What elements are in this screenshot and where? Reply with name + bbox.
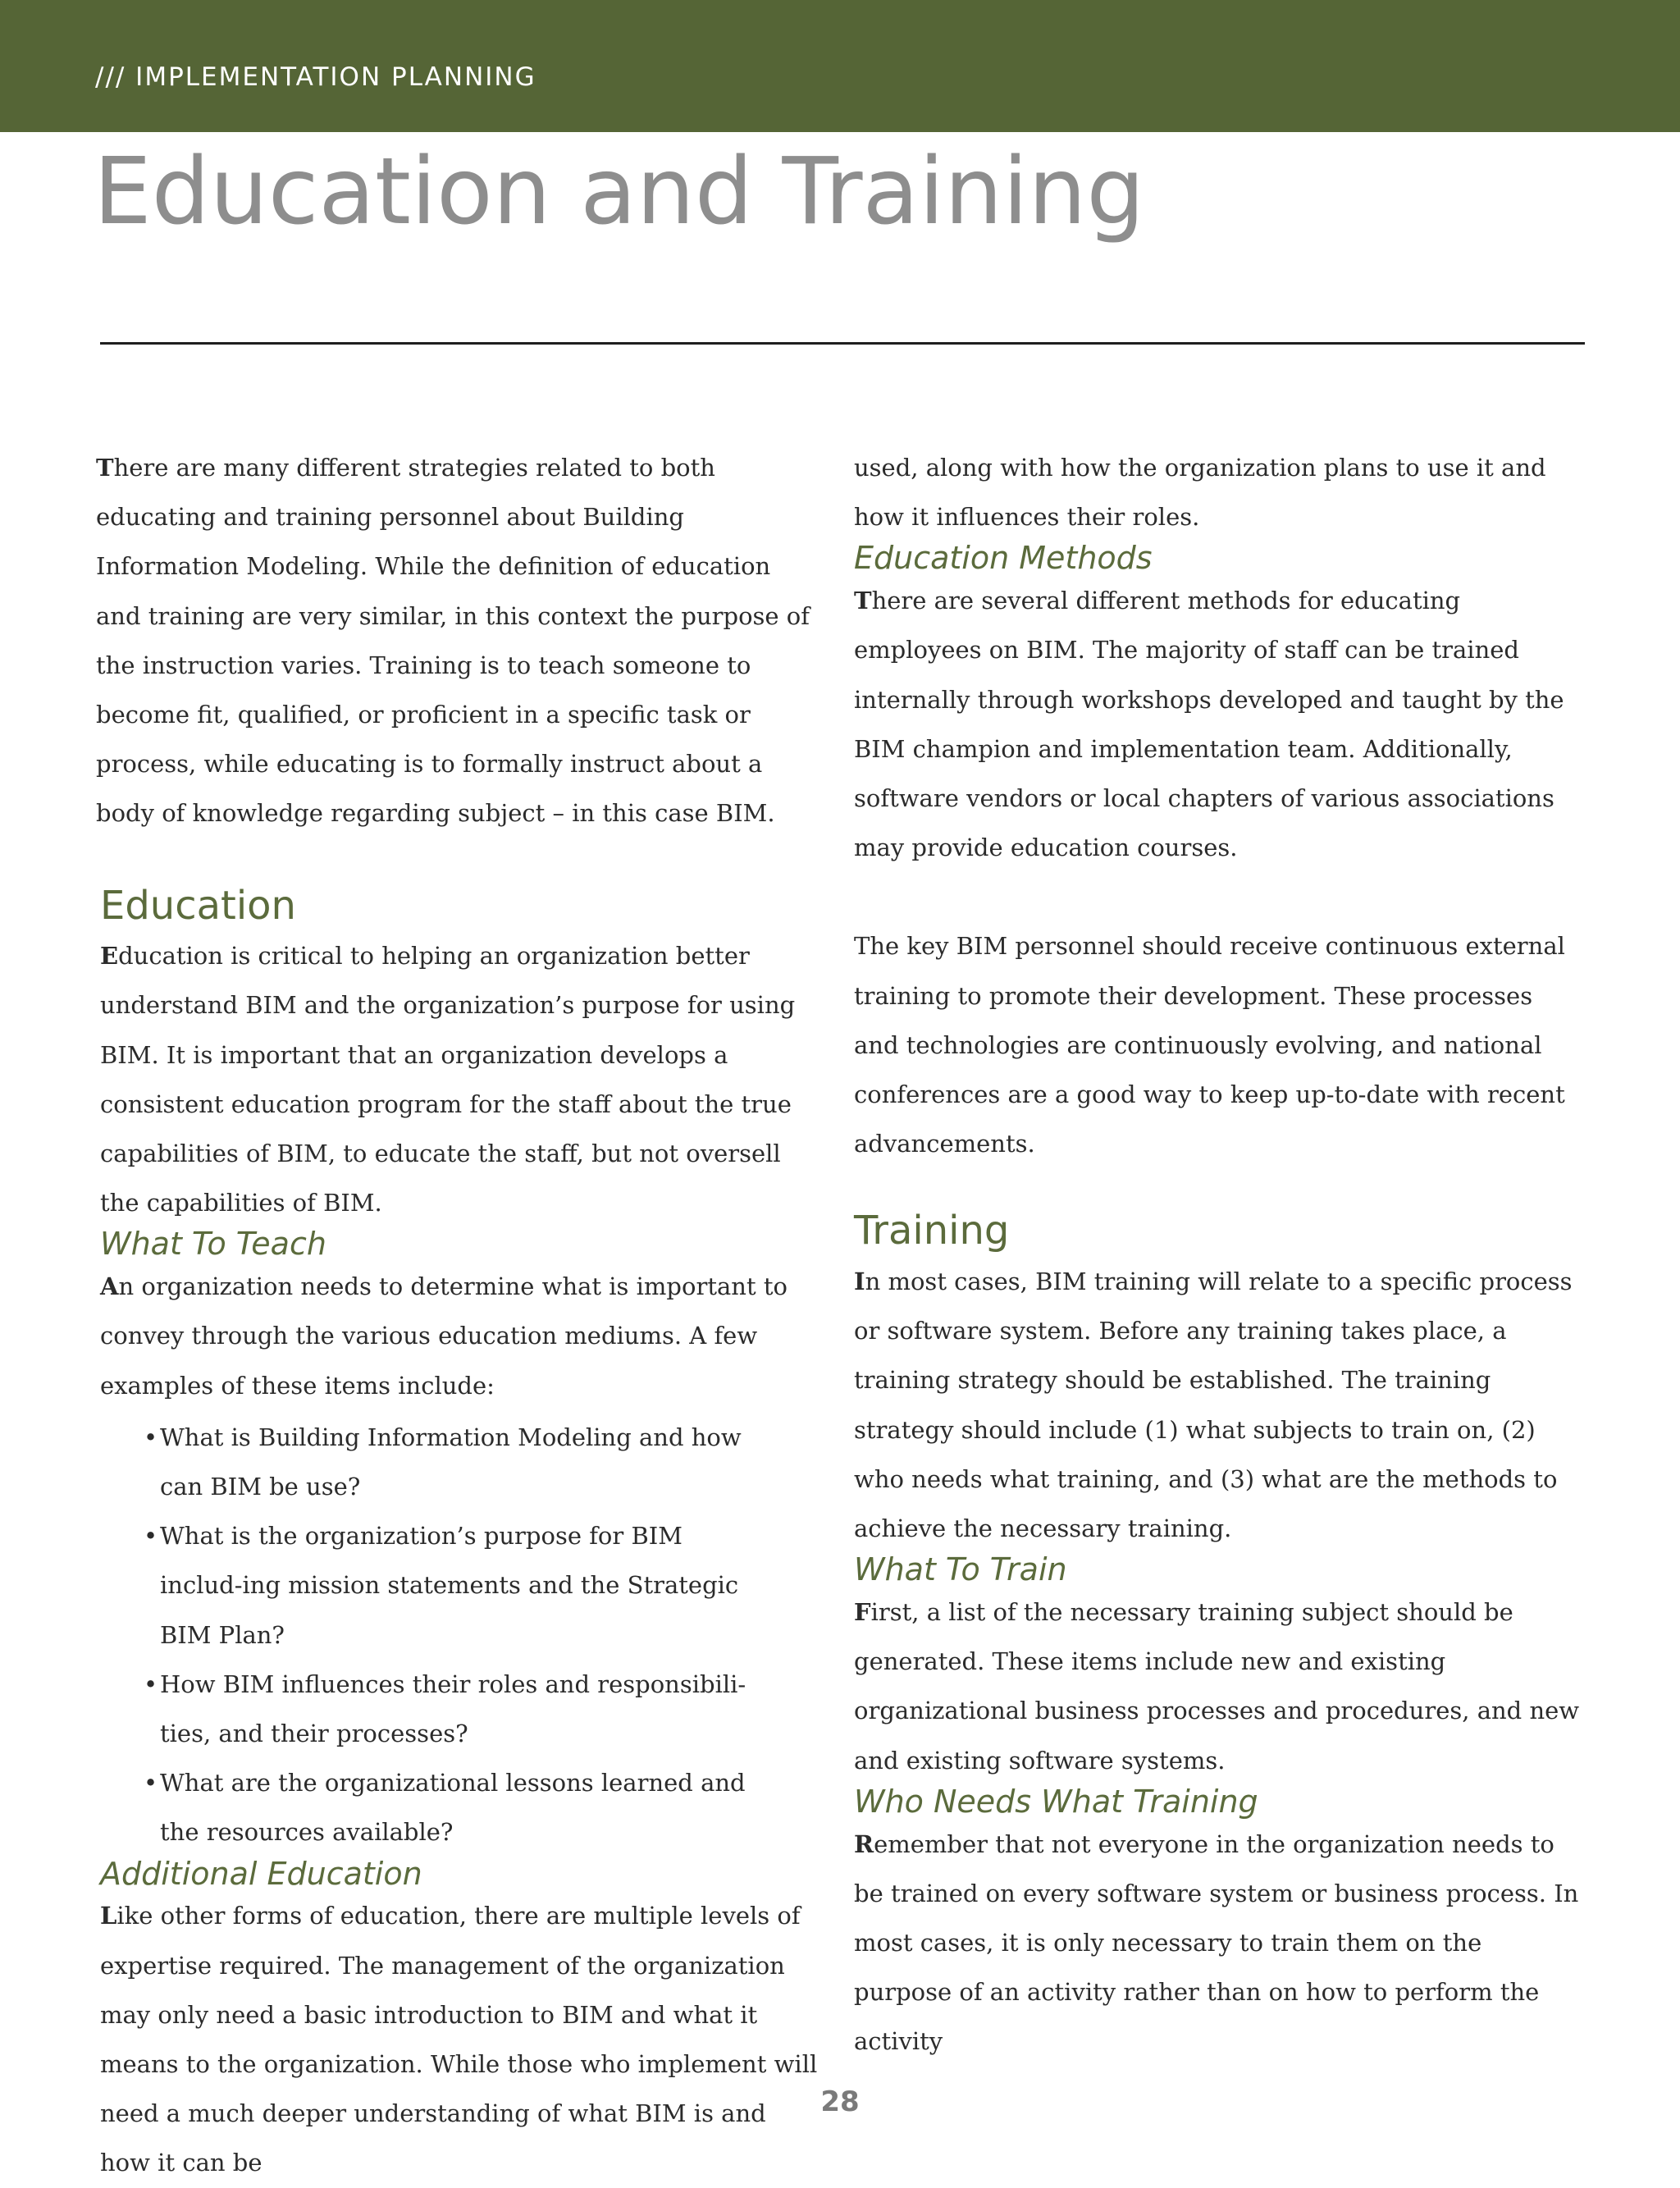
list-item (144, 1758, 767, 1857)
drop-cap: L (100, 1902, 117, 1930)
drop-cap: T (96, 454, 114, 482)
what-to-train-paragraph (854, 1587, 1584, 1785)
drop-cap: A (100, 1272, 119, 1301)
who-needs-training-text: emember that not everyone in the organization needs to be trained on every software system or business process. In most cases, it is only necessary to train them on the purpose of an activity rather than on how to perform the activity (854, 1829, 1579, 2056)
list-item-text: What is Building Information Modeling and how can BIM be use? (160, 1423, 742, 1501)
drop-cap: E (100, 942, 119, 971)
what-to-teach-heading: What To Teach (100, 1226, 326, 1263)
bullet-icon: • (144, 1522, 158, 1551)
additional-education-paragraph (100, 1891, 822, 2187)
drop-cap: T (854, 587, 872, 615)
drop-cap: F (854, 1598, 871, 1627)
education-paragraph (100, 931, 822, 1227)
drop-cap: R (854, 1829, 874, 1858)
education-heading: Education (100, 882, 296, 929)
intro-text: here are many different strategies related to both educating and training personnel about Building Information Modeling. While the definition of education and training are very similar, in this context the purpose of the instruction varies. Training is to teach someone to become fit, qualified, or proficient in a specific task or process, while educating is to formally instruct about a body of knowledge regarding subject – in this case BIM. (96, 454, 810, 828)
intro-paragraph (96, 443, 822, 838)
what-to-train-text: irst, a list of the necessary training subject should be generated. These items include new and existing organizational business processes and procedures, and new and existing software systems. (854, 1598, 1580, 1775)
what-to-teach-text: n organization needs to determine what is important to convey through the various education mediums. A few examples of these items include: (100, 1272, 788, 1400)
list-item-text: How BIM influences their roles and responsibili-ties, and their processes? (160, 1670, 746, 1748)
bullet-icon: • (144, 1769, 158, 1797)
list-item (144, 1660, 767, 1758)
title-divider (100, 342, 1585, 345)
continued-paragraph: used, along with how the organization plans to use it and how it influences their roles. (854, 454, 1546, 532)
additional-education-heading: Additional Education (100, 1855, 422, 1892)
education-methods-text: here are several different methods for educating employees on BIM. The majority of staff can be trained internally through workshops developed and taught by the BIM champion and implementation team. Additionally, software vendors or local chapters of various associations may provide education courses. (854, 587, 1564, 862)
training-paragraph (854, 1257, 1584, 1553)
who-needs-training-paragraph (854, 1820, 1584, 2067)
education-methods-paragraph (854, 576, 1584, 872)
list-item-text: What is the organization’s purpose for BIM includ-ing mission statements and the Strategic BIM Plan? (160, 1522, 739, 1649)
drop-cap: I (854, 1268, 865, 1296)
what-to-teach-paragraph (100, 1262, 822, 1410)
what-to-train-heading: What To Train (854, 1551, 1067, 1588)
list-item (144, 1511, 767, 1660)
training-heading: Training (854, 1208, 1010, 1254)
page-number: 28 (820, 2085, 860, 2118)
training-text: n most cases, BIM training will relate to a specific process or software system. Before any training takes place, a training strategy should be established. The training strategy should include (1) what subjects to train on, (2) who needs what training, and (3) what are the methods to achieve the necessary training. (854, 1268, 1573, 1543)
section-label: /// IMPLEMENTATION PLANNING (95, 62, 536, 92)
bullet-icon: • (144, 1423, 158, 1451)
page-title: Education and Training (94, 139, 1145, 245)
bullet-icon: • (144, 1670, 158, 1698)
header-band (0, 0, 1680, 132)
right-column (854, 443, 1584, 2067)
education-text: ducation is critical to helping an organization better understand BIM and the organization’s purpose for using BIM. It is important that an organization develops a consistent education program for the staff about the true capabilities of BIM, to educate the staff, but not oversell the capabilities of BIM. (100, 942, 796, 1217)
who-needs-training-heading: Who Needs What Training (854, 1783, 1258, 1820)
left-column (96, 443, 822, 2188)
key-personnel-paragraph: The key BIM personnel should receive continuous external training to promote their development. These processes and technologies are continuously evolving, and national conferences are a good way to keep up-to-date with recent advancements. (854, 932, 1565, 1158)
list-item-text: What are the organizational lessons learned and the resources available? (160, 1769, 746, 1847)
additional-education-text: ike other forms of education, there are multiple levels of expertise required. The management of the organization may only need a basic introduction to BIM and what it means to the organization. While those who implement will need a much deeper understanding of what BIM is and how it can be (100, 1902, 818, 2177)
education-methods-heading: Education Methods (854, 540, 1153, 577)
teach-items-list (96, 1413, 822, 1857)
list-item (144, 1413, 767, 1511)
